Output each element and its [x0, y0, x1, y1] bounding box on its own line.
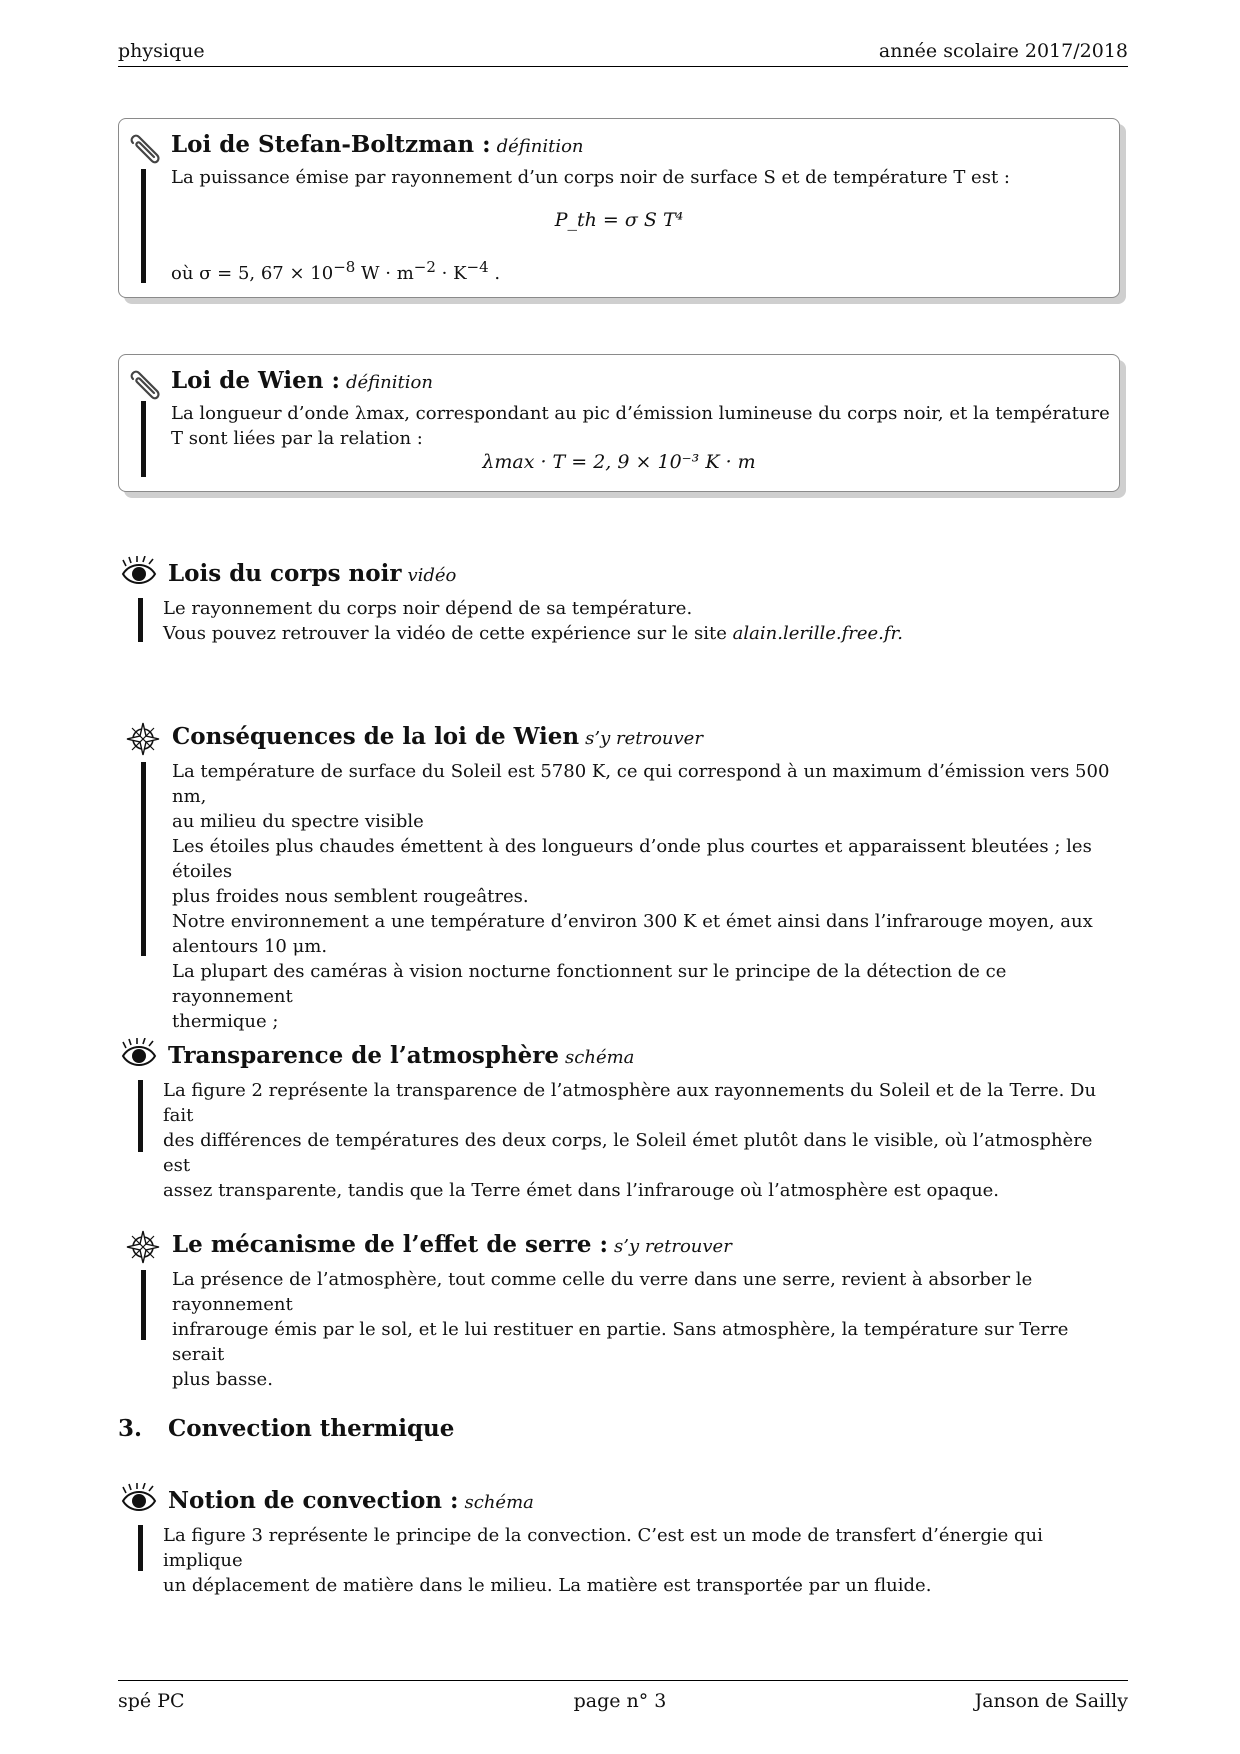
consequences-text [172, 759, 1117, 1034]
header-left: physique [118, 40, 205, 62]
wien-text2: T sont liées par la relation : [171, 428, 423, 449]
stefan-exp2: −2 [413, 258, 436, 276]
serre-tag: s’y retrouver [614, 1236, 732, 1257]
stefan-units2: · K [435, 263, 467, 284]
serre-title [172, 1231, 732, 1258]
stefan-text1: La puissance émise par rayonnement d’un corps noir de surface S et de température T est : [171, 167, 1010, 188]
consequences-tag: s’y retrouver [585, 728, 703, 749]
convection-title-text: Notion de convection : [168, 1487, 459, 1514]
stefan-title [171, 131, 584, 158]
paperclip-icon [125, 129, 165, 169]
corps-noir-bar [138, 598, 143, 642]
wien-title-text: Loi de Wien : [171, 367, 340, 394]
stefan-title-text: Loi de Stefan-Boltzman : [171, 131, 491, 158]
transparence-title [168, 1042, 634, 1069]
wien-equation: λmax · T = 2, 9 × 10⁻³ K · m [482, 451, 756, 473]
header-right: année scolaire 2017/2018 [878, 40, 1128, 62]
convection-line: La figure 3 représente le principe de la convection. C’est est un mode de transfert d’énergie qui implique [163, 1525, 1043, 1571]
section-title: Convection thermique [168, 1415, 455, 1442]
convection-title [168, 1487, 534, 1514]
stefan-units1: W · m [355, 263, 414, 284]
stefan-text2 [171, 255, 500, 286]
stefan-equation: P_th = σ S T⁴ [554, 209, 684, 231]
corps-noir-tag: vidéo [407, 565, 457, 586]
consequences-bar [141, 762, 146, 956]
consequences-title-text: Conséquences de la loi de Wien [172, 723, 580, 750]
corps-noir-title-text: Lois du corps noir [168, 560, 402, 587]
corps-noir-title [168, 560, 456, 587]
stefan-exp1: −8 [333, 258, 356, 276]
wien-title [171, 367, 433, 394]
transparence-tag: schéma [565, 1047, 635, 1068]
consequences-line: Les étoiles plus chaudes émettent à des longueurs d’onde plus courtes et apparaissent bleutées ; les étoiles [172, 836, 1092, 882]
consequences-line: au milieu du spectre visible [172, 811, 424, 832]
convection-text [163, 1523, 1123, 1598]
footer-rule [118, 1680, 1128, 1681]
serre-text [172, 1267, 1117, 1392]
compass-rose-icon [126, 1230, 160, 1264]
paperclip-icon [125, 365, 165, 405]
transparence-line: assez transparente, tandis que la Terre émet dans l’infrarouge où l’atmosphère est opaque. [163, 1180, 1000, 1201]
serre-line: La présence de l’atmosphère, tout comme celle du verre dans une serre, revient à absorber le rayonnement [172, 1269, 1033, 1315]
transparence-title-text: Transparence de l’atmosphère [168, 1042, 560, 1069]
stefan-tag: définition [496, 136, 584, 157]
convection-tag: schéma [464, 1492, 534, 1513]
serre-line: plus basse. [172, 1369, 273, 1390]
footer-left: spé PC [118, 1690, 185, 1712]
stefan-exp3: −4 [466, 258, 489, 276]
corps-noir-link-text: alain.lerille.free.fr. [732, 623, 903, 644]
corps-noir-line2 [163, 621, 1123, 646]
eye-icon [120, 556, 158, 592]
footer-page: page n° 3 [573, 1690, 667, 1712]
stefan-sigma: où σ = 5, 67 × 10 [171, 263, 334, 284]
stefan-end: . [488, 263, 501, 284]
wien-tag: définition [346, 372, 433, 393]
consequences-title [172, 723, 703, 750]
transparence-text [163, 1078, 1123, 1203]
convection-line: un déplacement de matière dans le milieu. La matière est transportée par un fluide. [163, 1575, 932, 1596]
eye-icon [120, 1483, 158, 1519]
corps-noir-line2-text: Vous pouvez retrouver la vidéo de cette expérience sur le site [163, 623, 733, 644]
consequences-line: plus froides nous semblent rougeâtres. [172, 886, 529, 907]
stefan-box [118, 118, 1120, 298]
consequences-line: Notre environnement a une température d’environ 300 K et émet ainsi dans l’infrarouge moyen, aux [172, 911, 1093, 932]
consequences-line: La température de surface du Soleil est 5780 K, ce qui correspond à un maximum d’émission vers 500 nm, [172, 761, 1110, 807]
transparence-bar [138, 1080, 143, 1152]
consequences-line: La plupart des caméras à vision nocturne fonctionnent sur le principe de la détection de ce rayonnement [172, 961, 1007, 1007]
serre-title-text: Le mécanisme de l’effet de serre : [172, 1231, 608, 1258]
consequences-line: alentours 10 μm. [172, 936, 328, 957]
serre-line: infrarouge émis par le sol, et le lui restituer en partie. Sans atmosphère, la température sur Terre serait [172, 1319, 1069, 1365]
section-number: 3. [118, 1415, 143, 1442]
serre-bar [141, 1270, 146, 1340]
wien-text1: La longueur d’onde λmax, correspondant au pic d’émission lumineuse du corps noir, et la température [171, 403, 1110, 424]
wien-box [118, 354, 1120, 492]
transparence-line: La figure 2 représente la transparence de l’atmosphère aux rayonnements du Soleil et de la Terre. Du fait [163, 1080, 1097, 1126]
footer-right: Janson de Sailly [974, 1690, 1128, 1712]
eye-icon [120, 1038, 158, 1074]
corps-noir-line1: Le rayonnement du corps noir dépend de sa température. [163, 598, 693, 619]
corps-noir-text [163, 596, 1123, 646]
compass-rose-icon [126, 722, 160, 756]
header-rule [118, 66, 1128, 67]
wien-text [171, 401, 1111, 451]
transparence-line: des différences de températures des deux corps, le Soleil émet plutôt dans le visible, où l’atmosphère est [163, 1130, 1093, 1176]
consequences-line: thermique ; [172, 1011, 279, 1032]
convection-bar [138, 1525, 143, 1571]
